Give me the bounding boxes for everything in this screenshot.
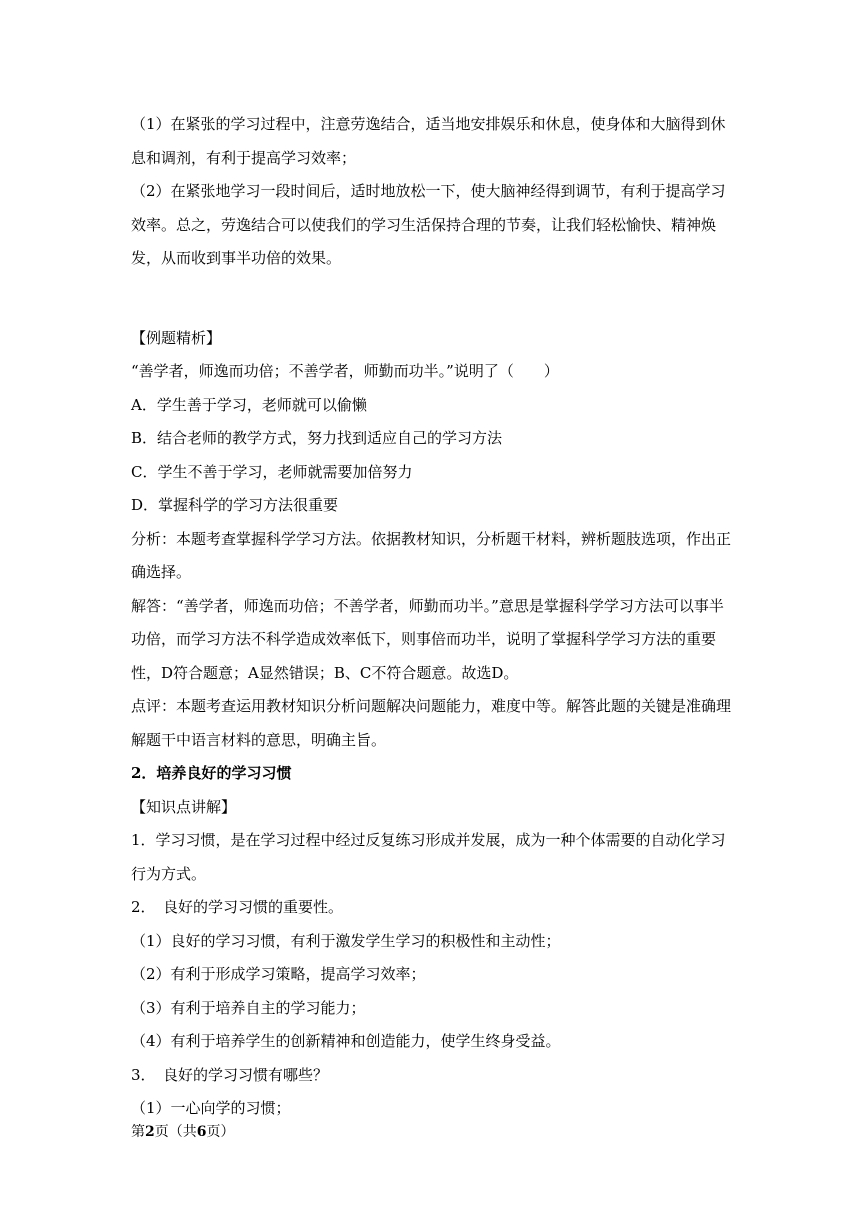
footer-page-number: 2 — [145, 1124, 155, 1140]
page-footer — [131, 1122, 235, 1142]
comment-text: 点评：本题考查运用教材知识分析问题解决问题能力，难度中等。解答此题的关键是准确理解题干中语言材料的意思，明确主旨。 — [131, 697, 732, 749]
page-content — [131, 108, 731, 1126]
example-heading: 【例题精析】 — [131, 328, 222, 347]
option-a: A．学生善于学习，老师就可以偷懒 — [131, 395, 367, 414]
spacer — [131, 276, 731, 322]
analysis-text: 分析：本题考查掌握科学学习方法。依据教材知识，分析题干材料，辨析题肢选项，作出正确选择。 — [131, 529, 732, 581]
paragraph-2: （2）在紧张地学习一段时间后，适时地放松一下，使大脑神经得到调节，有利于提高学习效率。总之，劳逸结合可以使我们的学习生活保持合理的节奏，让我们轻松愉快、精神焕发，从而收到事半功倍的效果。 — [131, 182, 726, 267]
footer-suffix: 页） — [206, 1124, 235, 1140]
answer-text: 解答：“善学者，师逸而功倍；不善学者，师勤而功半。”意思是掌握科学学习方法可以事半功倍，而学习方法不科学造成效率低下，则事倍而功半，说明了掌握科学学习方法的重要性，D符合题意；A显然错误；B、C不符合题意。故选D。 — [131, 596, 724, 682]
footer-prefix: 第 — [131, 1124, 145, 1140]
list-item: 3． 良好的学习习惯有哪些？ — [131, 1065, 329, 1084]
option-b: B．结合老师的教学方式，努力找到适应自己的学习方法 — [131, 429, 503, 447]
list-item: （2）有利于形成学习策略，提高学习效率； — [131, 965, 426, 983]
list-item: （1）一心向学的习惯； — [131, 1099, 291, 1117]
footer-middle: 页（共 — [154, 1124, 197, 1140]
knowledge-heading: 【知识点讲解】 — [131, 797, 237, 816]
list-item: （4）有利于培养学生的创新精神和创造能力，使学生终身受益。 — [131, 1032, 561, 1050]
list-item: （1）良好的学习习惯，有利于激发学生学习的积极性和主动性； — [131, 931, 561, 950]
section-title: 2．培养良好的学习习惯 — [131, 764, 292, 782]
option-c: C．学生不善于学习，老师就需要加倍努力 — [131, 462, 413, 481]
list-item: 1．学习习惯，是在学习过程中经过反复练习形成并发展，成为一种个体需要的自动化学习行为方式。 — [131, 831, 726, 883]
option-d: D．掌握科学的学习方法很重要 — [131, 496, 339, 514]
paragraph-1: （1）在紧张的学习过程中，注意劳逸结合，适当地安排娱乐和休息，使身体和大脑得到休息和调剂，有利于提高学习效率； — [131, 115, 726, 167]
example-question: “善学者，师逸而功倍；不善学者，师勤而功半。”说明了（ ） — [131, 362, 559, 380]
list-item: （3）有利于培养自主的学习能力； — [131, 998, 366, 1017]
list-item: 2． 良好的学习习惯的重要性。 — [131, 898, 344, 916]
footer-total-pages: 6 — [196, 1124, 207, 1140]
